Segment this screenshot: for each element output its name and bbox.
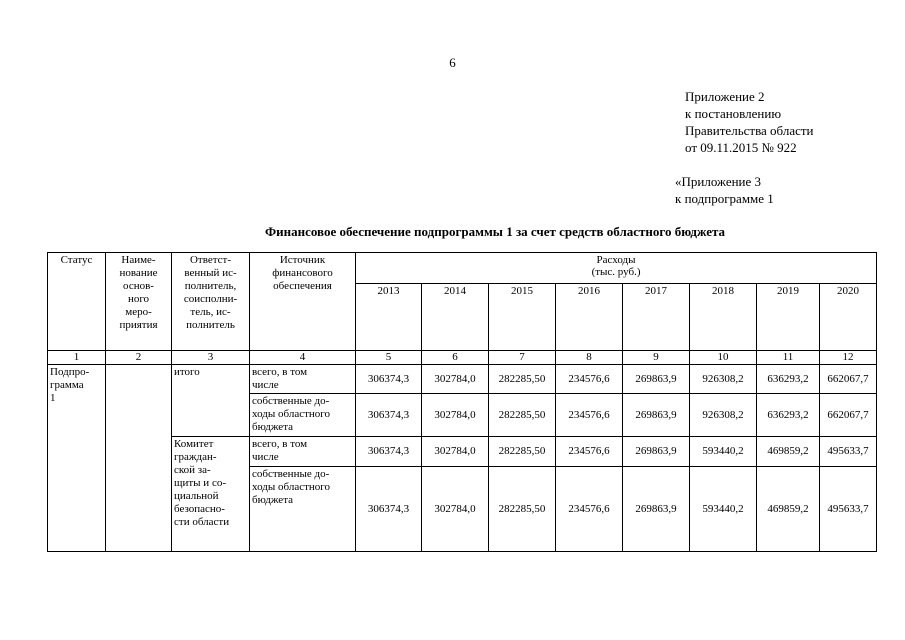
header-year: 2016 xyxy=(556,284,623,351)
value-cell: 306374,3 xyxy=(356,467,422,552)
value-cell: 269863,9 xyxy=(623,394,690,437)
value-cell: 636293,2 xyxy=(757,394,820,437)
value-cell: 662067,7 xyxy=(820,365,877,394)
header-year: 2018 xyxy=(690,284,757,351)
value-cell: 469859,2 xyxy=(757,467,820,552)
header-executor: Ответст- венный ис- полнитель, соисполни- тель, ис- полнитель xyxy=(172,253,250,351)
appendix-3-heading xyxy=(675,173,774,207)
value-cell: 306374,3 xyxy=(356,394,422,437)
value-cell: 636293,2 xyxy=(757,365,820,394)
table-row xyxy=(48,365,877,394)
value-cell: 495633,7 xyxy=(820,437,877,467)
appendix-3-line: «Приложение 3 xyxy=(675,174,762,189)
header-name: Наиме- нование основ- ного меро- приятия xyxy=(106,253,172,351)
column-number: 6 xyxy=(422,351,489,365)
value-cell: 593440,2 xyxy=(690,467,757,552)
executor-cell: Комитет граждан- ской за- щиты и со- циальной безопасно- сти области xyxy=(172,437,250,552)
appendix-2-line: к постановлению xyxy=(685,106,782,121)
value-cell: 234576,6 xyxy=(556,437,623,467)
value-cell: 495633,7 xyxy=(820,467,877,552)
value-cell: 302784,0 xyxy=(422,365,489,394)
value-cell: 282285,50 xyxy=(489,365,556,394)
header-year: 2015 xyxy=(489,284,556,351)
column-number: 4 xyxy=(250,351,356,365)
column-number: 7 xyxy=(489,351,556,365)
header-status: Статус xyxy=(48,253,106,351)
header-year: 2017 xyxy=(623,284,690,351)
executor-cell: итого xyxy=(172,365,250,437)
value-cell: 469859,2 xyxy=(757,437,820,467)
column-number: 8 xyxy=(556,351,623,365)
value-cell: 269863,9 xyxy=(623,365,690,394)
financing-table xyxy=(47,252,877,552)
value-cell: 234576,6 xyxy=(556,467,623,552)
source-cell: всего, в том числе xyxy=(250,365,356,394)
document-title: Финансовое обеспечение подпрограммы 1 за счет средств областного бюджета xyxy=(264,224,726,239)
appendix-2-line: Приложение 2 xyxy=(685,89,765,104)
header-year: 2019 xyxy=(757,284,820,351)
column-number: 1 xyxy=(48,351,106,365)
column-number: 9 xyxy=(623,351,690,365)
header-row xyxy=(48,253,877,284)
table-row xyxy=(48,437,877,467)
value-cell: 306374,3 xyxy=(356,437,422,467)
appendix-2-line: от 09.11.2015 № 922 xyxy=(685,140,797,155)
event-name-cell xyxy=(106,365,172,552)
value-cell: 282285,50 xyxy=(489,394,556,437)
page-number: 6 xyxy=(449,55,456,70)
value-cell: 282285,50 xyxy=(489,437,556,467)
appendix-3-line: к подпрограмме 1 xyxy=(675,191,774,206)
value-cell: 234576,6 xyxy=(556,365,623,394)
column-number: 10 xyxy=(690,351,757,365)
value-cell: 926308,2 xyxy=(690,365,757,394)
source-cell: собственные до- ходы областного бюджета xyxy=(250,394,356,437)
value-cell: 302784,0 xyxy=(422,437,489,467)
appendix-2-heading xyxy=(685,88,814,156)
column-number: 11 xyxy=(757,351,820,365)
appendix-2-line: Правительства области xyxy=(685,123,814,138)
source-cell: всего, в том числе xyxy=(250,437,356,467)
header-year: 2013 xyxy=(356,284,422,351)
value-cell: 282285,50 xyxy=(489,467,556,552)
column-numbers-row xyxy=(48,351,877,365)
column-number: 3 xyxy=(172,351,250,365)
column-number: 2 xyxy=(106,351,172,365)
header-source: Источник финансового обеспечения xyxy=(250,253,356,351)
header-year: 2020 xyxy=(820,284,877,351)
value-cell: 269863,9 xyxy=(623,467,690,552)
value-cell: 306374,3 xyxy=(356,365,422,394)
value-cell: 302784,0 xyxy=(422,467,489,552)
header-year: 2014 xyxy=(422,284,489,351)
value-cell: 593440,2 xyxy=(690,437,757,467)
value-cell: 302784,0 xyxy=(422,394,489,437)
column-number: 5 xyxy=(356,351,422,365)
value-cell: 269863,9 xyxy=(623,437,690,467)
source-cell: собственные до- ходы областного бюджета xyxy=(250,467,356,552)
status-cell: Подпро- грамма 1 xyxy=(48,365,106,552)
header-expenses: Расходы (тыс. руб.) xyxy=(356,253,877,284)
column-number: 12 xyxy=(820,351,877,365)
value-cell: 662067,7 xyxy=(820,394,877,437)
value-cell: 926308,2 xyxy=(690,394,757,437)
value-cell: 234576,6 xyxy=(556,394,623,437)
